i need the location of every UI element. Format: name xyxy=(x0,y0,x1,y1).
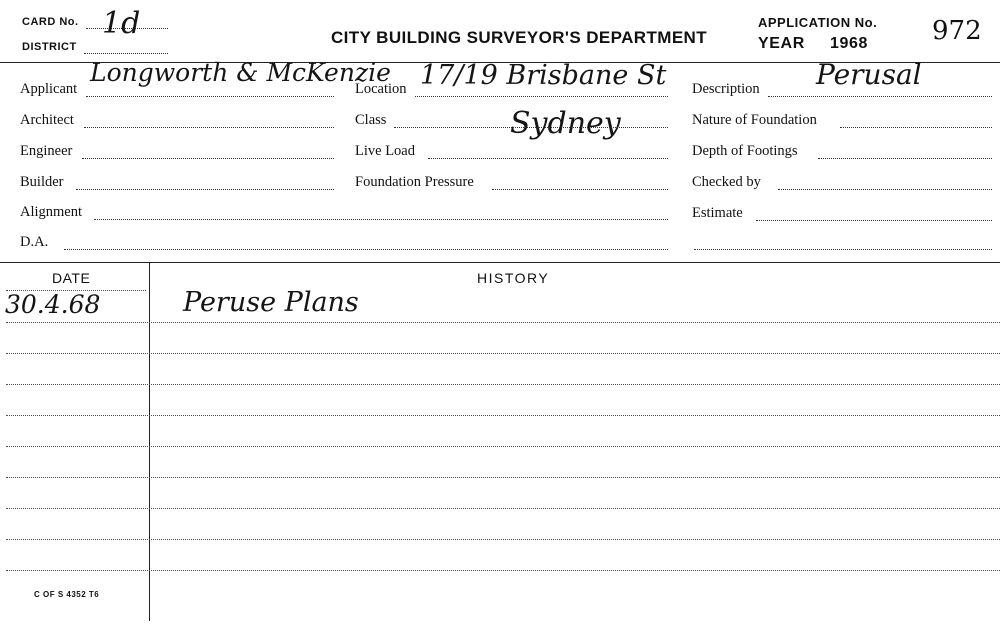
history-rule xyxy=(6,415,1000,416)
card-no-value: 1d xyxy=(102,6,141,41)
estimate-label: Estimate xyxy=(692,205,743,221)
history-rule xyxy=(6,353,1000,354)
estimate-line xyxy=(756,220,992,221)
description-value: Perusal xyxy=(816,58,922,91)
description-label: Description xyxy=(692,81,760,97)
alignment-line xyxy=(94,219,668,220)
depth-of-footings-label: Depth of Footings xyxy=(692,143,798,159)
history-entry-text: Peruse Plans xyxy=(183,287,359,318)
district-label: DISTRICT xyxy=(22,41,77,53)
history-divider xyxy=(0,262,1000,263)
class-line xyxy=(394,127,668,128)
year-label: YEAR xyxy=(758,35,805,52)
application-number: 972 xyxy=(932,16,982,46)
history-rule xyxy=(6,539,1000,540)
history-rule xyxy=(6,570,1000,571)
builder-line xyxy=(76,189,334,190)
applicant-line xyxy=(86,96,334,97)
history-rule xyxy=(6,477,1000,478)
history-rule xyxy=(6,508,1000,509)
applicant-label: Applicant xyxy=(20,81,78,97)
nature-of-foundation-line xyxy=(840,127,992,128)
application-no-label: APPLICATION No. xyxy=(758,15,878,30)
depth-of-footings-line xyxy=(818,158,992,159)
history-rule xyxy=(6,322,1000,323)
history-rule xyxy=(6,446,1000,447)
card-no-label: CARD No. xyxy=(22,16,79,28)
foundation-pressure-label: Foundation Pressure xyxy=(355,174,474,190)
checked-by-line xyxy=(778,189,992,190)
extra-line xyxy=(694,249,992,250)
architect-label: Architect xyxy=(20,112,74,128)
history-entry-date: 30.4.68 xyxy=(5,290,101,319)
alignment-label: Alignment xyxy=(20,204,83,220)
engineer-line xyxy=(82,158,334,159)
class-label: Class xyxy=(355,112,387,128)
district-line xyxy=(84,53,168,54)
live-load-line xyxy=(428,158,668,159)
engineer-label: Engineer xyxy=(20,143,73,159)
form-code: C OF S 4352 T6 xyxy=(34,590,100,599)
department-title: CITY BUILDING SURVEYOR'S DEPARTMENT xyxy=(331,28,708,47)
history-rule xyxy=(6,384,1000,385)
live-load-label: Live Load xyxy=(355,143,415,159)
builder-label: Builder xyxy=(20,174,64,190)
date-header: DATE xyxy=(52,270,91,286)
location-line xyxy=(415,96,668,97)
location-label: Location xyxy=(355,81,407,97)
description-line xyxy=(768,96,992,97)
nature-of-foundation-label: Nature of Foundation xyxy=(692,112,817,128)
checked-by-label: Checked by xyxy=(692,174,761,190)
location-value-2: Sydney xyxy=(510,106,621,141)
architect-line xyxy=(84,127,334,128)
da-line xyxy=(64,249,668,250)
date-column-divider xyxy=(149,263,150,621)
history-header: HISTORY xyxy=(477,270,550,286)
foundation-pressure-line xyxy=(492,189,668,190)
year-value: 1968 xyxy=(830,35,868,52)
da-label: D.A. xyxy=(20,234,49,250)
location-value: 17/19 Brisbane St xyxy=(420,60,667,91)
applicant-value: Longworth & McKenzie xyxy=(90,58,391,87)
